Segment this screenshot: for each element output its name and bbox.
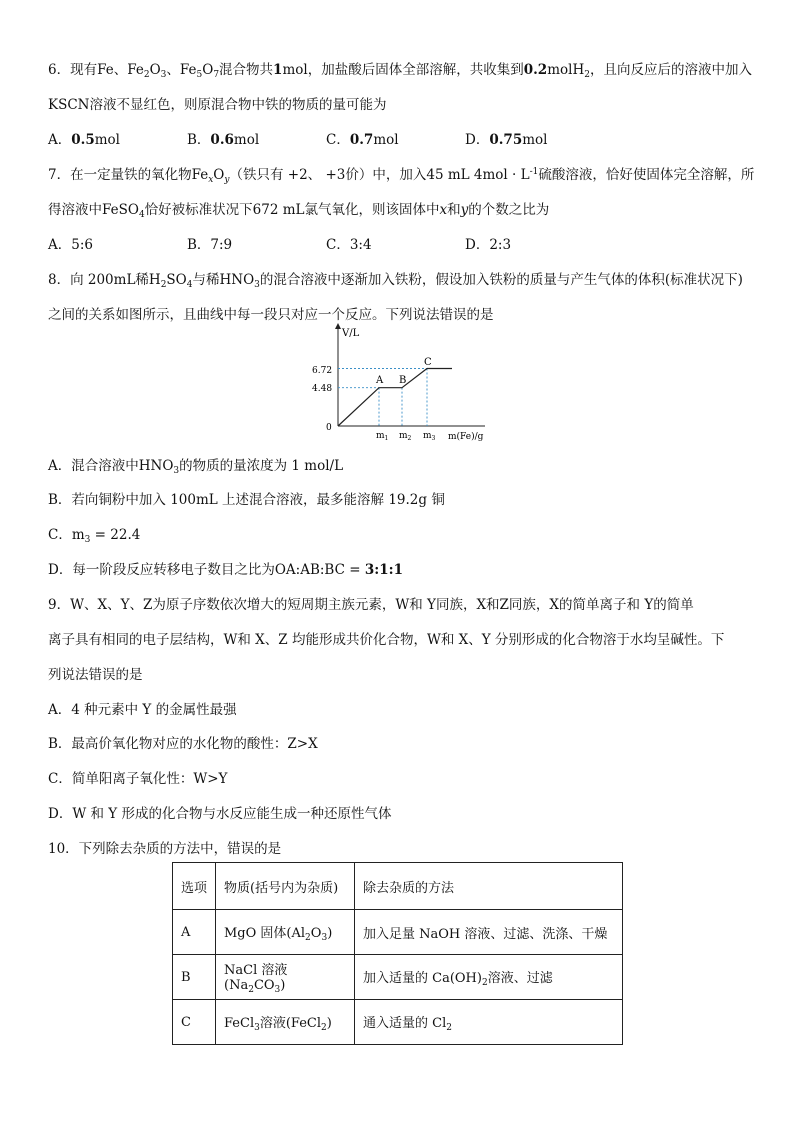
q7-line2: 得溶液中FeSO$_4$恰好被标准状况下672 mL氯气氧化，则该固体中x和y的个数之比为	[48, 202, 550, 220]
x-tick-m2: $m_2$	[399, 431, 412, 442]
q9-line1: 9．W、X、Y、Z为原子序数依次增大的短周期主族元素，W和 Y同族，X和Z同族，X的简单离子和 Y的简单	[48, 597, 694, 613]
q9-option-b: B．最高价氧化物对应的水化物的酸性：Z>X	[48, 736, 318, 752]
table-cell-method: 加入足量 NaOH 溶液、过滤、洗涤、干燥	[355, 910, 623, 955]
q7-option-c: C．3:4	[326, 237, 372, 253]
q9-option-a: A．4 种元素中 Y 的金属性最强	[48, 702, 237, 718]
q9-option-d: D．W 和 Y 形成的化合物与水反应能生成一种还原性气体	[48, 806, 392, 822]
impurity-table	[172, 862, 623, 1045]
q6-option-b: B．0.6mol	[187, 132, 260, 148]
table-cell-option: B	[173, 955, 216, 1000]
q6-line2: KSCN溶液不显红色，则原混合物中铁的物质的量可能为	[48, 97, 387, 113]
table-cell-substance: FeCl$_3$溶液(FeCl$_2$)	[216, 1000, 355, 1045]
q9-line3: 列说法错误的是	[48, 667, 143, 683]
y-tick-6.72: 6.72	[312, 366, 333, 376]
x-tick-m3: $m_3$	[423, 431, 436, 442]
table-cell-method: 加入适量的 $Ca(OH)_2$溶液、过滤	[355, 955, 623, 1000]
point-label-a: A	[376, 375, 384, 386]
q10-title: 10．下列除去杂质的方法中，错误的是	[48, 841, 282, 857]
point-label-b: B	[399, 375, 407, 386]
q6-option-d: D．0.75mol	[465, 132, 548, 148]
q8-option-b: B．若向铜粉中加入 100mL 上述混合溶液，最多能溶解 19.2g 铜	[48, 492, 445, 508]
q6-option-a: A．0.5mol	[48, 132, 120, 148]
q8-option-c: C．$m_3 = 22.4$	[48, 527, 141, 545]
q9-line2: 离子具有相同的电子层结构，W和 X、Z 均能形成共价化合物，W和 X、Y 分别形成的化合物溶于水均呈碱性。下	[48, 632, 725, 648]
table-row	[173, 1000, 623, 1045]
y-tick-4.48: 4.48	[312, 384, 333, 394]
q6-line1: 6．现有Fe、$Fe_2O_3$、$Fe_5O_7$混合物共1mol，加盐酸后固体全部溶解，共收集到0.2molH$_2$，且向反应后的溶液中加入	[48, 62, 752, 80]
q7-option-b: B．7:9	[187, 237, 233, 253]
volume-mass-chart	[310, 322, 490, 446]
table-cell-method: 通入适量的 $Cl_2$	[355, 1000, 623, 1045]
table-row	[173, 955, 623, 1000]
table-header-row	[173, 863, 623, 910]
table-header: 选项	[173, 863, 216, 910]
q8-option-a: A．混合溶液中$HNO_3$的物质的量浓度为 1 mol/L	[48, 458, 344, 476]
x-tick-m1: $m_1$	[376, 431, 389, 442]
table-header: 除去杂质的方法	[355, 863, 623, 910]
point-label-c: C	[424, 357, 432, 368]
q7-line1: 7．在一定量铁的氧化物$Fe_xO_y$（铁只有 +2、 +3价）中，加入45 mL $4mol \cdot L^{-1}$硫酸溶液，恰好使固体完全溶解，所	[48, 167, 755, 185]
table-cell-substance: MgO 固体$(Al_2O_3)$	[216, 910, 355, 955]
table-cell-option: C	[173, 1000, 216, 1045]
q8-line1: 8．向 200mL稀$H_2SO_4$与稀$HNO_3$的混合溶液中逐渐加入铁粉，假设加入铁粉的质量与产生气体的体积(标准状况下)	[48, 272, 743, 290]
q7-option-a: A．5:6	[48, 237, 93, 253]
q7-option-d: D．2:3	[465, 237, 512, 253]
origin-label: 0	[326, 423, 332, 433]
q8-option-d: D．每一阶段反应转移电子数目之比为OA:AB:BC = 3:1:1	[48, 562, 403, 578]
x-axis-label: m(Fe)/g	[448, 432, 484, 442]
q9-option-c: C．简单阳离子氧化性：W>Y	[48, 771, 228, 787]
q6-option-c: C．0.7mol	[326, 132, 399, 148]
table-row	[173, 910, 623, 955]
table-header: 物质(括号内为杂质)	[216, 863, 355, 910]
table-cell-substance: NaCl 溶液$(Na_2CO_3)$	[216, 955, 355, 1000]
q8-line2: 之间的关系如图所示，且曲线中每一段只对应一个反应。下列说法错误的是	[48, 307, 494, 323]
y-axis-label: V/L	[342, 328, 360, 339]
table-cell-option: A	[173, 910, 216, 955]
